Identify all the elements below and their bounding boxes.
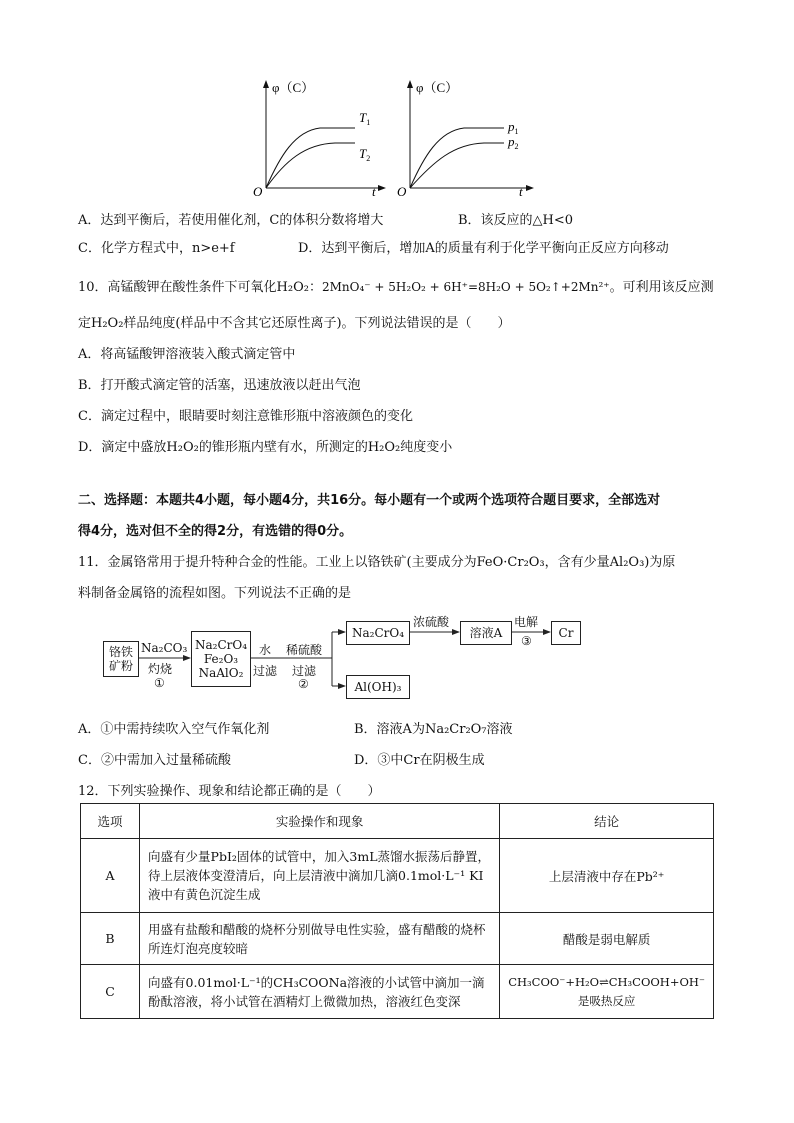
graph-pressure — [394, 76, 539, 198]
table-row — [81, 839, 714, 913]
q11-stem-line1: 11．金属铬常用于提升特种合金的性能。工业上以铬铁矿(主要成分为FeO·Cr₂O₃，含有少量Al₂O₃)为原 — [78, 555, 676, 570]
water-label: 水 — [259, 643, 272, 657]
step2-number: ② — [298, 677, 309, 691]
graph2-p2-sub: 2 — [514, 142, 519, 151]
step1-number: ① — [154, 676, 165, 690]
q10-option-b: B．打开酸式滴定管的活塞，迅速放液以赶出气泡 — [78, 378, 361, 393]
mixture-box: Na₂CrO₄ Fe₂O₃ NaAlO₂ — [191, 631, 251, 687]
q12-stem: 12．下列实验操作、现象和结论都正确的是（ ） — [78, 784, 381, 799]
na2cro4-box: Na₂CrO₄ — [346, 621, 410, 645]
conc-acid-label: 浓硫酸 — [413, 615, 450, 629]
section2-heading-line2: 得4分，选对但不全的得2分，有选错的得0分。 — [78, 524, 353, 539]
q11-option-d: D．③中Cr在阴极生成 — [354, 753, 485, 768]
q11-option-c: C．②中需加入过量稀硫酸 — [78, 753, 231, 768]
cr-box: Cr — [551, 621, 581, 645]
electrolysis-label: 电解 — [514, 615, 539, 629]
filter1-label: 过滤 — [253, 664, 278, 678]
row-operation: 向盛有少量PbI₂固体的试管中，加入3mL蒸馏水振荡后静置，待上层液体变澄清后，向上层清液中滴加几滴0.1mol·L⁻¹ KI液中有黄色沉淀生成 — [140, 839, 500, 913]
graph2-p1: p — [508, 119, 515, 134]
graph2-origin: O — [397, 184, 407, 198]
graph1-xlabel: t — [372, 184, 376, 198]
svg-text:p2 — [507, 134, 519, 151]
graph1-T2-sub: 2 — [366, 154, 371, 163]
graph2-ylabel: φ（C） — [416, 80, 459, 95]
row-option: B — [81, 913, 140, 965]
graph1-T1-sub: 1 — [366, 118, 371, 127]
row-conclusion: CH₃COO⁻+H₂O⇌CH₃COOH+OH⁻是吸热反应 — [500, 965, 714, 1019]
experiment-table — [80, 803, 714, 1019]
graph2-p1-sub: 1 — [514, 127, 519, 136]
q10-option-d: D．滴定中盛放H₂O₂的锥形瓶内壁有水，所测定的H₂O₂纯度变小 — [78, 440, 453, 455]
q9-option-c: C．化学方程式中，n>e+f — [78, 241, 235, 256]
q9-option-a: A．达到平衡后，若使用催化剂，C的体积分数将增大 — [78, 213, 384, 228]
q9-option-d: D．达到平衡后，增加A的质量有利于化学平衡向正反应方向移动 — [298, 241, 669, 256]
section2-heading-line1: 二、选择题：本题共4小题，每小题4分，共16分。每小题有一个或两个选项符合题目要求，全部选对 — [78, 493, 661, 508]
row-option: A — [81, 839, 140, 913]
row-operation: 向盛有0.01mol·L⁻¹的CH₃COONa溶液的小试管中滴加一滴酚酞溶液，将小试管在酒精灯上微微加热，溶液红色变深 — [140, 965, 500, 1019]
q11-option-b: B．溶液A为Na₂Cr₂O₇溶液 — [354, 722, 513, 737]
solution-a-box: 溶液A — [460, 621, 512, 645]
q11-stem-line2: 料制备金属铬的流程如图。下列说法不正确的是 — [78, 586, 352, 601]
step3-number: ③ — [521, 634, 532, 648]
header-operation: 实验操作和现象 — [140, 804, 500, 839]
graph1-T2: T — [359, 146, 367, 161]
q10-stem-line2: 定H₂O₂样品纯度(样品中不含其它还原性离子)。下列说法错误的是（ ） — [78, 316, 511, 331]
graph1-origin: O — [253, 184, 263, 198]
step1-label: 灼烧 — [148, 662, 173, 676]
row-operation: 用盛有盐酸和醋酸的烧杯分别做导电性实验，盛有醋酸的烧杯所连灯泡亮度较暗 — [140, 913, 500, 965]
graph2-xlabel: t — [519, 184, 523, 198]
q10-stem-end: 。可利用该反应测 — [609, 280, 714, 295]
svg-text:T1 — [359, 110, 370, 127]
graph1-ylabel: φ（C） — [272, 80, 315, 95]
header-option: 选项 — [81, 804, 140, 839]
q10-equation: 2MnO₄⁻ + 5H₂O₂ + 6H⁺=8H₂O + 5O₂↑+2Mn²⁺ — [321, 280, 610, 294]
q9-option-b: B．该反应的△H<0 — [458, 213, 574, 228]
graph2-p2: p — [508, 134, 515, 149]
reagent-na2co3: Na₂CO₃ — [141, 641, 188, 655]
table-row — [81, 965, 714, 1019]
filter2-label: 过滤 — [292, 664, 317, 678]
aloh3-box: Al(OH)₃ — [346, 675, 410, 699]
table-header-row — [81, 804, 714, 839]
q10-stem-start: 10．高锰酸钾在酸性条件下可氧化H₂O₂： — [78, 280, 322, 295]
q11-option-a: A．①中需持续吹入空气作氧化剂 — [78, 722, 270, 737]
ore-box: 铬铁 矿粉 — [103, 641, 139, 677]
row-conclusion: 上层清液中存在Pb²⁺ — [500, 839, 714, 913]
row-option: C — [81, 965, 140, 1019]
graph1-T1: T — [359, 110, 367, 125]
svg-text:T2 — [359, 146, 370, 163]
graph-temperature — [250, 76, 390, 198]
q10-option-c: C．滴定过程中，眼睛要时刻注意锥形瓶中溶液颜色的变化 — [78, 409, 413, 424]
q10-stem-line1 — [78, 276, 714, 295]
table-row — [81, 913, 714, 965]
acid-label: 稀硫酸 — [286, 643, 323, 657]
q10-option-a: A．将高锰酸钾溶液装入酸式滴定管中 — [78, 347, 296, 362]
row-conclusion: 醋酸是弱电解质 — [500, 913, 714, 965]
header-conclusion: 结论 — [500, 804, 714, 839]
